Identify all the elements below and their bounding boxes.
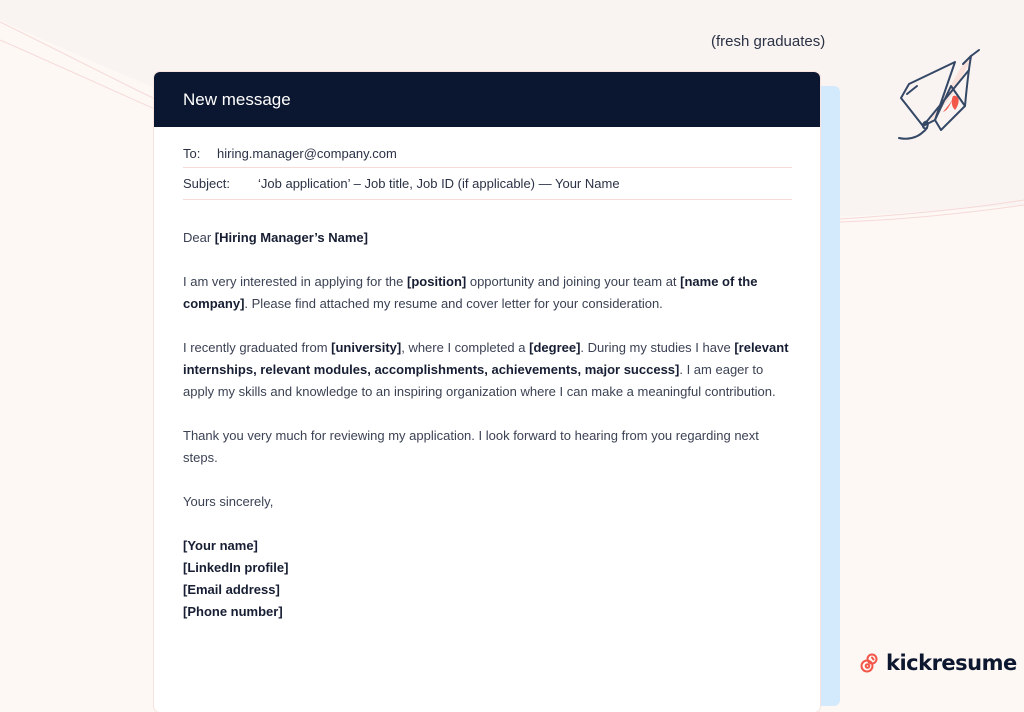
p1-text: opportunity and joining your team at xyxy=(466,274,681,289)
paragraph-3: Thank you very much for reviewing my application. I look forward to hearing from you regarding next steps. xyxy=(183,428,759,465)
signature-name: [Your name] xyxy=(183,538,258,553)
company-placeholder: [name of the company] xyxy=(183,274,758,311)
brand-logo xyxy=(859,651,1017,675)
position-placeholder: [position] xyxy=(407,274,467,289)
to-field[interactable]: hiring.manager@company.com xyxy=(217,146,397,161)
signature-block xyxy=(183,535,792,623)
p2-text: , where I completed a xyxy=(401,340,530,355)
subject-label: Subject: xyxy=(183,176,230,191)
signature-email: [Email address] xyxy=(183,582,280,597)
window-title: New message xyxy=(183,89,291,109)
p1-text: . Please find attached my resume and cover letter for your consideration. xyxy=(244,296,663,311)
paper-plane-icon xyxy=(893,44,985,142)
to-field-row[interactable] xyxy=(183,140,792,168)
greeting-placeholder: [Hiring Manager’s Name] xyxy=(214,230,368,245)
email-compose-window xyxy=(154,72,820,712)
greeting xyxy=(183,227,792,249)
window-header xyxy=(154,72,820,127)
signature-linkedin: [LinkedIn profile] xyxy=(183,560,289,575)
university-placeholder: [university] xyxy=(331,340,402,355)
kickresume-logo-icon xyxy=(859,652,881,674)
degree-placeholder: [degree] xyxy=(529,340,581,355)
page-subtitle: (fresh graduates) xyxy=(711,33,826,50)
p1-text: I am very interested in applying for the xyxy=(183,274,408,289)
signature-phone: [Phone number] xyxy=(183,604,283,619)
achievements-placeholder: [relevant internships, relevant modules, accomplishments, achievements, major success] xyxy=(183,340,789,377)
brand-name: kickresume xyxy=(886,651,1017,675)
p2-text: . During my studies I have xyxy=(580,340,735,355)
greeting-text: Dear xyxy=(183,230,215,245)
subject-field[interactable]: ‘Job application’ – Job title, Job ID (if applicable) — Your Name xyxy=(258,176,620,191)
paragraph-2 xyxy=(183,337,792,403)
p2-text: . I am eager to apply my skills and knowledge to an inspiring organization where I can make a meaningful contribution. xyxy=(183,362,776,399)
paragraph-1 xyxy=(183,271,792,315)
p2-text: I recently graduated from xyxy=(183,340,332,355)
letter-body[interactable] xyxy=(154,200,820,623)
to-label: To: xyxy=(183,146,201,161)
closing: Yours sincerely, xyxy=(183,494,274,509)
subject-field-row[interactable] xyxy=(183,168,792,200)
